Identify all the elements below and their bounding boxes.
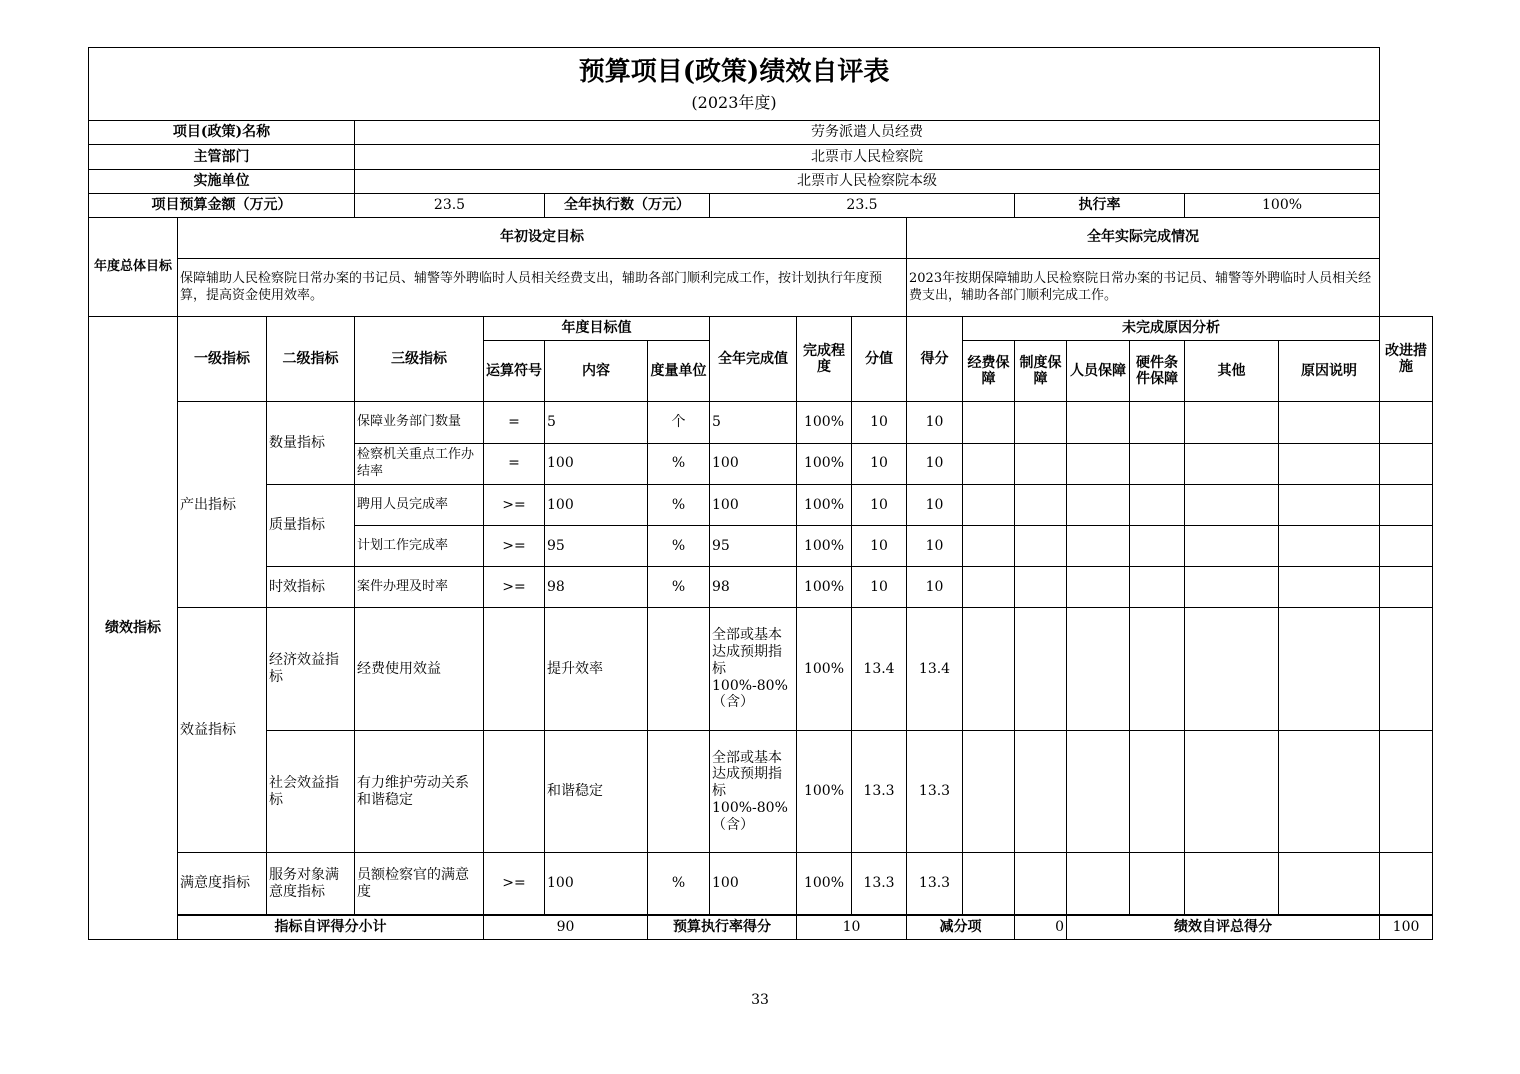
actual-value-cell: 5 — [710, 402, 797, 443]
completion-cell: 100% — [797, 443, 852, 484]
empty-cell — [1380, 567, 1433, 608]
level3-cell: 计划工作完成率 — [355, 526, 484, 567]
form-header — [89, 48, 1380, 121]
rate-label: 执行率 — [1015, 193, 1185, 217]
empty-cell — [1015, 730, 1067, 853]
level3-cell: 员额检察官的满意度 — [355, 853, 484, 915]
empty-cell — [1279, 730, 1380, 853]
exec-score-label: 预算执行率得分 — [648, 915, 797, 939]
score-value-cell: 13.4 — [852, 608, 907, 731]
empty-cell — [1380, 526, 1433, 567]
empty-cell — [1130, 730, 1185, 853]
empty-cell — [1015, 443, 1067, 484]
unit-label: 实施单位 — [89, 169, 355, 193]
initial-goal-text: 保障辅助人民检察院日常办案的书记员、辅警等外聘临时人员相关经费支出，辅助各部门顺利完成工作，按计划执行年度预算，提高资金使用效率。 — [178, 258, 907, 316]
initial-goal-header: 年初设定目标 — [178, 217, 907, 258]
content-cell: 95 — [545, 526, 648, 567]
empty-cell — [1130, 443, 1185, 484]
header-completion: 完成程度 — [797, 317, 852, 402]
header-operator: 运算符号 — [484, 341, 545, 402]
operator-cell: >= — [484, 526, 545, 567]
empty-cell — [963, 567, 1015, 608]
operator-cell: >= — [484, 484, 545, 525]
unit-cell: % — [648, 567, 710, 608]
header-level3: 三级指标 — [355, 317, 484, 402]
annual-goal-label: 年度总体目标 — [89, 217, 178, 316]
group-social: 社会效益指标 — [267, 730, 355, 853]
empty-cell — [1185, 730, 1279, 853]
header-score: 得分 — [907, 317, 963, 402]
department-label: 主管部门 — [89, 145, 355, 169]
header-system: 制度保障 — [1015, 341, 1067, 402]
empty-cell — [1185, 443, 1279, 484]
group-satisfaction: 满意度指标 — [178, 853, 267, 915]
completion-cell: 100% — [797, 853, 852, 915]
form-title: 预算项目(政策)绩效自评表 — [578, 56, 890, 87]
department-value: 北票市人民检察院 — [355, 145, 1380, 169]
level3-cell: 有力维护劳动关系和谐稳定 — [355, 730, 484, 853]
level3-cell: 检察机关重点工作办结率 — [355, 443, 484, 484]
group-quality: 质量指标 — [267, 484, 355, 566]
header-reason-group: 未完成原因分析 — [963, 317, 1380, 341]
header-level2: 二级指标 — [267, 317, 355, 402]
empty-cell — [963, 484, 1015, 525]
executed-label: 全年执行数（万元） — [545, 193, 710, 217]
empty-cell — [1130, 567, 1185, 608]
score-value-cell: 10 — [852, 526, 907, 567]
header-personnel: 人员保障 — [1067, 341, 1130, 402]
deduction-label: 减分项 — [907, 915, 1015, 939]
completion-cell: 100% — [797, 608, 852, 731]
empty-cell — [1067, 526, 1130, 567]
header-actual-value: 全年完成值 — [710, 317, 797, 402]
project-name-value: 劳务派遣人员经费 — [355, 121, 1380, 145]
header-improvement: 改进措施 — [1380, 317, 1433, 402]
level3-cell: 聘用人员完成率 — [355, 484, 484, 525]
group-timeliness: 时效指标 — [267, 567, 355, 608]
score-value-cell: 13.3 — [852, 730, 907, 853]
empty-cell — [1380, 484, 1433, 525]
actual-text: 2023年按期保障辅助人民检察院日常办案的书记员、辅警等外聘临时人员相关经费支出，辅助各部门顺利完成工作。 — [907, 258, 1380, 316]
empty-cell — [1130, 484, 1185, 525]
header-target-group: 年度目标值 — [484, 317, 710, 341]
empty-cell — [963, 730, 1015, 853]
empty-cell — [1130, 853, 1185, 915]
score-value-cell: 10 — [852, 402, 907, 443]
budget-label: 项目预算金额（万元） — [89, 193, 355, 217]
empty-cell — [1380, 608, 1433, 731]
performance-self-evaluation-table — [88, 47, 1433, 940]
form-year: (2023年度) — [691, 93, 777, 113]
performance-label: 绩效指标 — [89, 317, 178, 940]
operator-cell — [484, 730, 545, 853]
level3-cell: 经费使用效益 — [355, 608, 484, 731]
score-cell: 13.4 — [907, 608, 963, 731]
empty-cell — [1015, 853, 1067, 915]
unit-cell — [648, 608, 710, 731]
empty-cell — [1185, 402, 1279, 443]
empty-cell — [1015, 608, 1067, 731]
empty-cell — [1380, 402, 1433, 443]
unit-cell: % — [648, 484, 710, 525]
empty-cell — [1015, 526, 1067, 567]
score-value-cell: 10 — [852, 567, 907, 608]
header-unit: 度量单位 — [648, 341, 710, 402]
empty-cell — [1015, 402, 1067, 443]
score-value-cell: 10 — [852, 484, 907, 525]
header-hardware: 硬件条件保障 — [1130, 341, 1185, 402]
actual-header: 全年实际完成情况 — [907, 217, 1380, 258]
operator-cell: >= — [484, 853, 545, 915]
empty-cell — [1067, 402, 1130, 443]
empty-cell — [1279, 567, 1380, 608]
empty-cell — [1279, 526, 1380, 567]
score-cell: 10 — [907, 526, 963, 567]
empty-cell — [963, 608, 1015, 731]
header-other: 其他 — [1185, 341, 1279, 402]
exec-score-value: 10 — [797, 915, 907, 939]
project-name-label: 项目(政策)名称 — [89, 121, 355, 145]
header-content: 内容 — [545, 341, 648, 402]
score-cell: 10 — [907, 402, 963, 443]
unit-cell: % — [648, 526, 710, 567]
empty-cell — [963, 526, 1015, 567]
unit-value: 北票市人民检察院本级 — [355, 169, 1380, 193]
group-benefit: 效益指标 — [178, 608, 267, 853]
group-quantity: 数量指标 — [267, 402, 355, 484]
score-cell: 10 — [907, 484, 963, 525]
header-score-value: 分值 — [852, 317, 907, 402]
empty-cell — [1067, 853, 1130, 915]
deduction-value: 0 — [1015, 915, 1067, 939]
empty-cell — [1185, 567, 1279, 608]
completion-cell: 100% — [797, 567, 852, 608]
content-cell: 100 — [545, 853, 648, 915]
score-cell: 10 — [907, 443, 963, 484]
empty-cell — [963, 443, 1015, 484]
empty-cell — [1279, 608, 1380, 731]
empty-cell — [1279, 853, 1380, 915]
unit-cell: 个 — [648, 402, 710, 443]
group-service: 服务对象满意度指标 — [267, 853, 355, 915]
executed-value: 23.5 — [710, 193, 1015, 217]
actual-value-cell: 全部或基本达成预期指标100%-80%（含） — [710, 608, 797, 731]
empty-cell — [1015, 567, 1067, 608]
actual-value-cell: 95 — [710, 526, 797, 567]
content-cell: 100 — [545, 443, 648, 484]
completion-cell: 100% — [797, 730, 852, 853]
empty-cell — [1130, 608, 1185, 731]
unit-cell: % — [648, 853, 710, 915]
empty-cell — [1279, 484, 1380, 525]
empty-cell — [1185, 526, 1279, 567]
operator-cell: >= — [484, 567, 545, 608]
score-value-cell: 13.3 — [852, 853, 907, 915]
completion-cell: 100% — [797, 402, 852, 443]
group-output: 产出指标 — [178, 402, 267, 608]
score-value-cell: 10 — [852, 443, 907, 484]
content-cell: 5 — [545, 402, 648, 443]
empty-cell — [1380, 730, 1433, 853]
score-cell: 10 — [907, 567, 963, 608]
empty-cell — [1067, 730, 1130, 853]
empty-cell — [1130, 402, 1185, 443]
empty-cell — [1185, 484, 1279, 525]
actual-value-cell: 100 — [710, 853, 797, 915]
content-cell: 提升效率 — [545, 608, 648, 731]
empty-cell — [1185, 853, 1279, 915]
total-label: 绩效自评总得分 — [1067, 915, 1380, 939]
level3-cell: 案件办理及时率 — [355, 567, 484, 608]
content-cell: 98 — [545, 567, 648, 608]
empty-cell — [1067, 443, 1130, 484]
total-value: 100 — [1380, 915, 1433, 939]
content-cell: 和谐稳定 — [545, 730, 648, 853]
empty-cell — [1130, 526, 1185, 567]
operator-cell: = — [484, 443, 545, 484]
operator-cell — [484, 608, 545, 731]
budget-value: 23.5 — [355, 193, 545, 217]
empty-cell — [1067, 484, 1130, 525]
level3-cell: 保障业务部门数量 — [355, 402, 484, 443]
header-explanation: 原因说明 — [1279, 341, 1380, 402]
header-funding: 经费保障 — [963, 341, 1015, 402]
actual-value-cell: 100 — [710, 484, 797, 525]
score-cell: 13.3 — [907, 730, 963, 853]
empty-cell — [963, 853, 1015, 915]
content-cell: 100 — [545, 484, 648, 525]
empty-cell — [1279, 443, 1380, 484]
actual-value-cell: 98 — [710, 567, 797, 608]
empty-cell — [963, 402, 1015, 443]
score-cell: 13.3 — [907, 853, 963, 915]
rate-value: 100% — [1185, 193, 1380, 217]
page-number: 33 — [751, 992, 769, 1008]
empty-cell — [1015, 484, 1067, 525]
subtotal-value: 90 — [484, 915, 648, 939]
actual-value-cell: 全部或基本达成预期指标100%-80%（含） — [710, 730, 797, 853]
empty-cell — [1067, 608, 1130, 731]
header-level1: 一级指标 — [178, 317, 267, 402]
empty-cell — [1380, 443, 1433, 484]
empty-cell — [1185, 608, 1279, 731]
actual-value-cell: 100 — [710, 443, 797, 484]
subtotal-label: 指标自评得分小计 — [178, 915, 484, 939]
operator-cell: = — [484, 402, 545, 443]
completion-cell: 100% — [797, 484, 852, 525]
group-economic: 经济效益指标 — [267, 608, 355, 731]
empty-cell — [1279, 402, 1380, 443]
unit-cell — [648, 730, 710, 853]
unit-cell: % — [648, 443, 710, 484]
empty-cell — [1067, 567, 1130, 608]
completion-cell: 100% — [797, 526, 852, 567]
empty-cell — [1380, 853, 1433, 915]
